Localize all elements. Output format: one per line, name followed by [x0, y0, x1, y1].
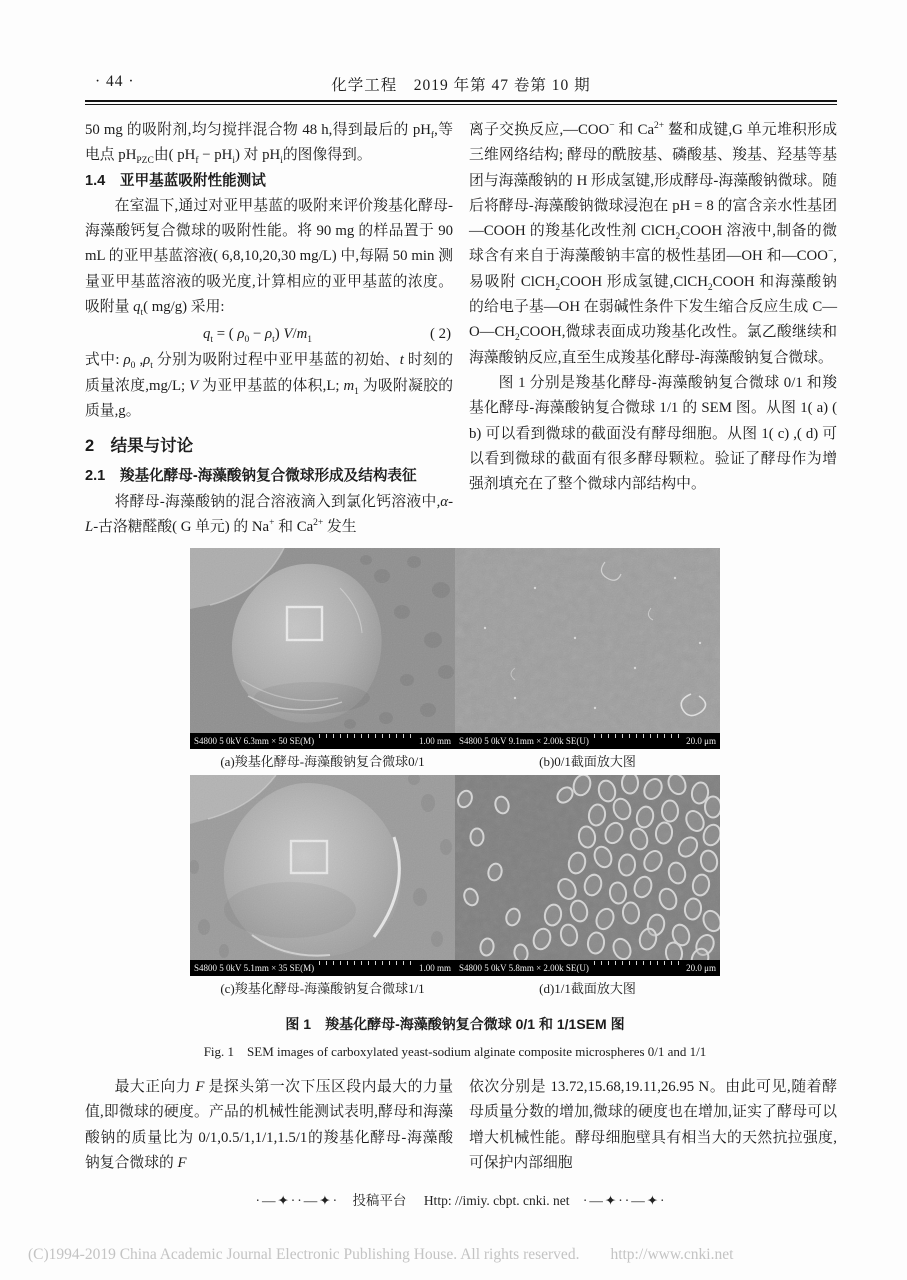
sem-image-c — [190, 775, 455, 960]
column-right — [469, 118, 837, 540]
paragraph: 在室温下,通过对亚甲基蓝的吸附来评价羧基化酵母-海藻酸钙复合微球的吸附性能。将 90 mg 的样品置于 90 mL 的亚甲基蓝溶液( 6,8,10,20,30 mg/L) 中,每隔 50 min 测量亚甲基蓝溶液的吸光度,计算相应的亚甲基蓝的浓度。吸附量 $q_t$( mg/g) 采用: — [85, 197, 453, 319]
section-heading-1-4: 1.4 亚甲基蓝吸附性能测试 — [85, 172, 266, 189]
sem-settings-label: S4800 5 0kV 5.8mm × 2.00k SE(U) — [459, 963, 589, 974]
sem-image-d — [455, 775, 720, 960]
sem-captions-bottom — [190, 976, 720, 1002]
sem-image-a — [190, 548, 455, 733]
page-content — [85, 72, 837, 1209]
figure-title-en: Fig. 1 SEM images of carboxylated yeast-sodium alginate composite microspheres 0/1 and 1/1 — [203, 1044, 707, 1060]
platform-url: Http: //imiy. cbpt. cnki. net — [423, 1193, 570, 1209]
sem-status-bar — [455, 960, 720, 976]
sem-row-top — [190, 548, 720, 749]
page-number: · 44 · — [95, 73, 135, 90]
figure-title-zh: 图 1 羧基化酵母-海藻酸钠复合微球 0/1 和 1/1SEM 图 — [285, 1016, 625, 1033]
sem-cell-b — [455, 548, 720, 749]
sem-cell-d — [455, 775, 720, 976]
sem-caption-c: (c)羧基化酵母-海藻酸钠复合微球1/1 — [220, 981, 425, 997]
sem-status-bar — [455, 733, 720, 749]
sem-image-wrap — [455, 548, 720, 749]
ruler-ticks — [594, 734, 681, 738]
sem-settings-label: S4800 5 0kV 9.1mm × 2.00k SE(U) — [459, 736, 589, 747]
figure-1 — [190, 548, 720, 1060]
sem-caption-b: (b)0/1截面放大图 — [539, 754, 636, 770]
sem-status-bar — [190, 960, 455, 976]
ruler-ticks — [319, 734, 414, 738]
footer-decoration-right: ·—✦··—✦· — [582, 1193, 667, 1209]
sem-scale-label: 20.0 μm — [686, 963, 716, 974]
paragraph: 离子交换反应,—COO− 和 $Ca^{2+}$ 鳌和成键,G 单元堆积形成三维网络结构; 酵母的酰胺基、磷酸基、羧基、羟基等基团与海藻酸钠的 H 形成氢键,形成酵母-海藻酸钠微球。随后将酵母-海藻酸钠微球浸泡在 pH = 8 的富含亲水性基团—COOH 的羧基化改性剂 ClCH$_2$COOH 溶液中,制备的微球含有来自于海藻酸钠丰富的极性基团—OH 和—COO−,易吸附 ClCH$_2$COOH 形成氢键,ClCH$_2$COOH 和海藻酸钠的给电子基—OH 在弱碱性条件下发生缩合反应生成 $C—O—CH_2COOH$,微球表面成功羧基化改性。氯乙酸继续和海藻酸钠反应,直至生成羧基化酵母-海藻酸钠复合微球。 — [469, 121, 837, 366]
paragraph: 50 mg 的吸附剂,均匀搅拌混合物 48 h,得到最后的 $pH_f$,等电点 $pH_{PZC}$由( $pH_f - pH_i$) 对 $pH_i$的图像得到。 — [85, 122, 453, 167]
sem-settings-label: S4800 5 0kV 6.3mm × 50 SE(M) — [194, 736, 315, 747]
sem-status-bar — [190, 733, 455, 749]
sem-captions-top — [190, 749, 720, 775]
sem-scale-label: 20.0 μm — [686, 736, 716, 747]
sem-image-b — [455, 548, 720, 733]
equation-row — [85, 320, 453, 348]
sem-scale-label: 1.00 mm — [418, 736, 451, 747]
sem-cell-c — [190, 775, 455, 976]
submission-platform-line — [85, 1189, 837, 1209]
paragraph: 依次分别是 13.72,15.68,19.11,26.95 N。由此可见,随着酵母质量分数的增加,微球的硬度也在增加,证实了酵母可以增大机械性能。酵母细胞壁具有相当大的天然抗拉强度,可保护内部细胞 — [469, 1079, 837, 1172]
sem-caption-d: (d)1/1截面放大图 — [539, 981, 636, 997]
bottom-column-left — [85, 1075, 453, 1176]
ruler-ticks — [594, 961, 681, 965]
sem-image-wrap — [190, 548, 455, 749]
copyright-line: (C)1994-2019 China Academic Journal Electronic Publishing House. All rights reserved. http://www.cnki.net — [28, 1246, 734, 1263]
sem-image-wrap — [190, 775, 455, 976]
sem-row-bottom — [190, 775, 720, 976]
sem-cell-a — [190, 548, 455, 749]
paragraph: 最大正向力 F 是探头第一次下压区段内最大的力量值,即微球的硬度。产品的机械性能测试表明,酵母和海藻酸钠的质量比为 0/1,0.5/1,1/1,1.5/1的羧基化酵母-海藻酸钠复合微球的 F — [85, 1079, 454, 1172]
platform-label: 投稿平台 — [352, 1193, 407, 1209]
page-header — [85, 72, 837, 96]
equation: $q_t$ = ( $\rho_0 - \rho_t$) $V/m_1$ — [203, 326, 313, 346]
bottom-columns — [85, 1075, 837, 1176]
paragraph: 将酵母-海藻酸钠的混合溶液滴入到氯化钙溶液中,α-L-古洛糖醛酸( G 单元) 的 Na+ 和 $Ca^{2+}$ 发生 — [85, 493, 453, 535]
sem-scale-label: 1.00 mm — [418, 963, 451, 974]
sem-image-wrap — [455, 775, 720, 976]
paragraph: 图 1 分别是羧基化酵母-海藻酸钠复合微球 0/1 和羧基化酵母-海藻酸钠复合微球 1/1 的 SEM 图。从图 1( a) ( b) 可以看到微球的截面没有酵母细胞。从图 1( c) ,( d) 可以看到微球的截面有很多酵母颗粒。验证了酵母作为增强剂填充在了整个微球内部结构中。 — [469, 374, 837, 493]
ruler-ticks — [319, 961, 414, 965]
column-left — [85, 118, 453, 540]
equation-number: ( 2) — [430, 326, 451, 343]
body-columns — [85, 118, 837, 540]
header-rule — [85, 100, 837, 105]
sem-caption-a: (a)羧基化酵母-海藻酸钠复合微球0/1 — [220, 754, 425, 770]
section-heading-2-1: 2.1 羧基化酵母-海藻酸钠复合微球形成及结构表征 — [85, 468, 417, 485]
bottom-column-right — [469, 1075, 837, 1176]
sem-settings-label: S4800 5 0kV 5.1mm × 35 SE(M) — [194, 963, 315, 974]
section-heading-2: 2 结果与讨论 — [85, 437, 194, 456]
journal-title: 化学工程 2019 年第 47 卷第 10 期 — [331, 77, 591, 94]
paragraph: 式中: $\rho_0$ $,\rho_t$ 分别为吸附过程中亚甲基蓝的初始、t 时刻的质量浓度,mg/L; V 为亚甲基蓝的体积,L; $m_1$ 为吸附凝胶的质量,g。 — [85, 352, 454, 419]
footer-decoration-left: ·—✦··—✦· — [255, 1193, 340, 1209]
